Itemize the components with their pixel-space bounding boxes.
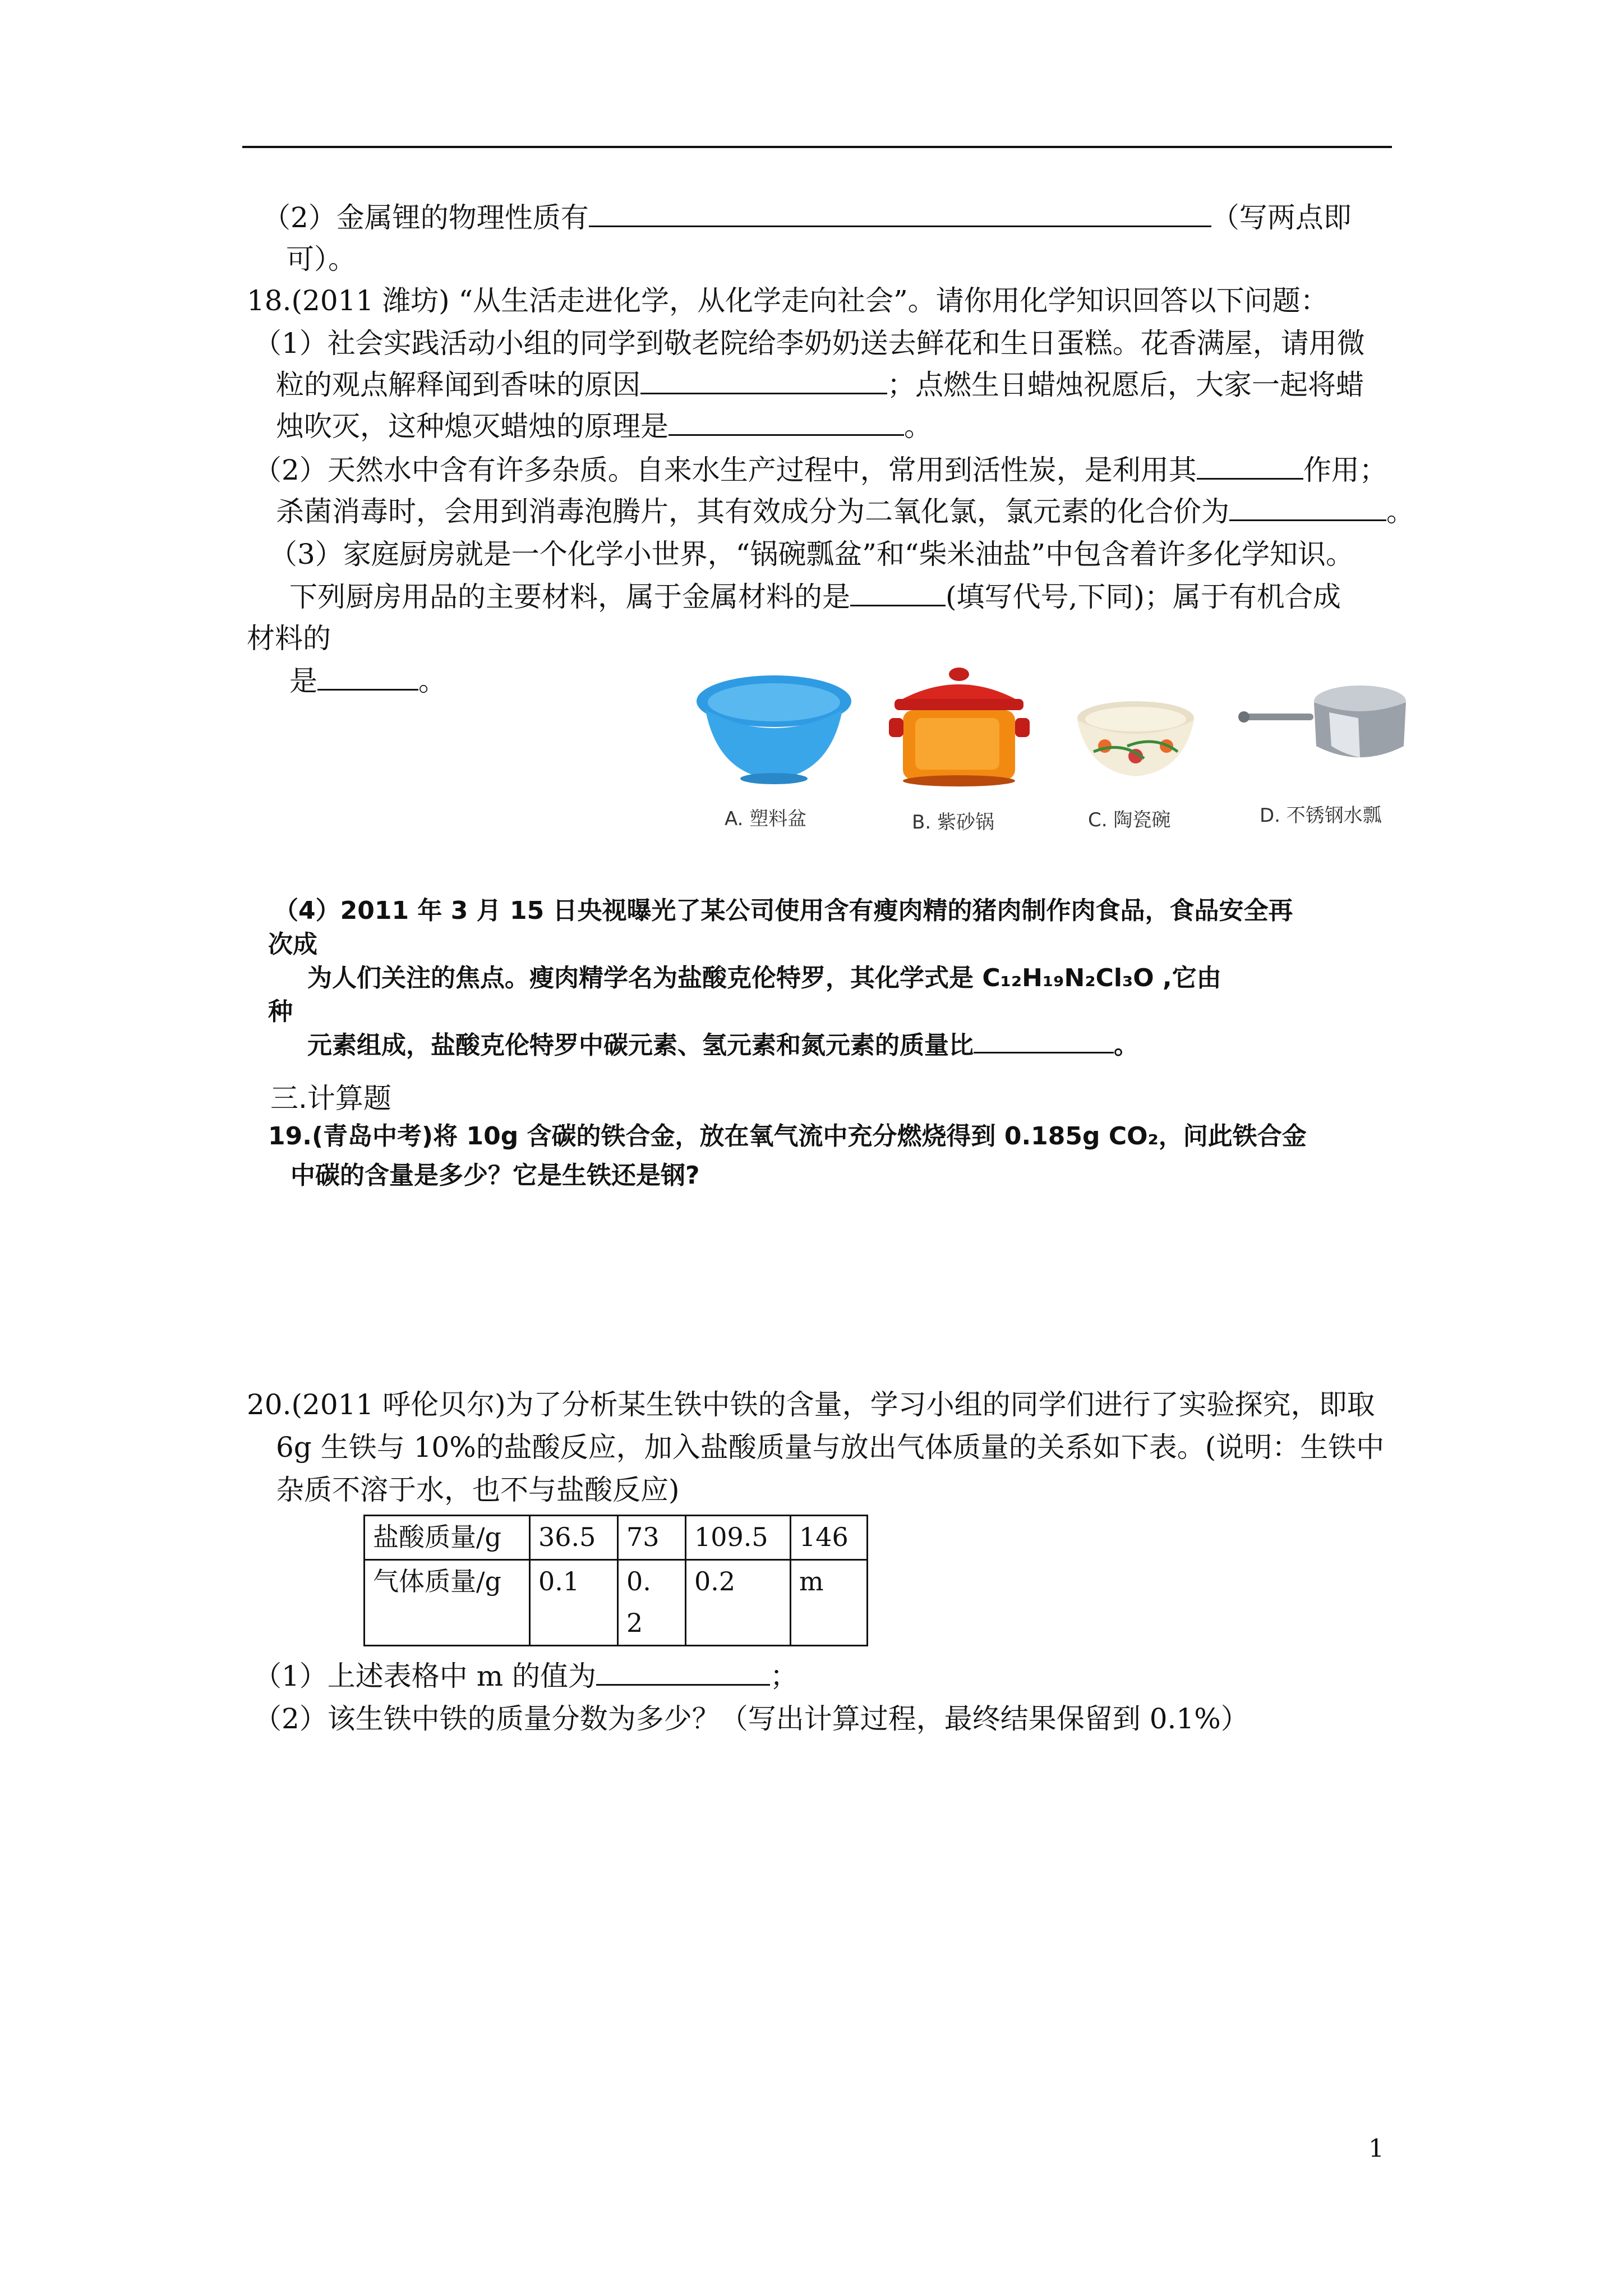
table-cell: 73 [618,1516,686,1560]
table-cell: m [791,1560,868,1646]
q18-3-line-a: （3）家庭厨房就是一个化学小世界，“锅碗瓢盆”和“柴米油盐”中包含着许多化学知识。 [269,538,1354,570]
table-cell: 0.2 [686,1560,791,1646]
answer-blank[interactable] [668,406,904,436]
q19-line-a: 19.(青岛中考)将 10g 含碳的铁合金，放在氧气流中充分燃烧得到 0.185g CO₂，问此铁合金 [268,1122,1307,1151]
data-table [363,1515,868,1646]
q18-3-line-b: 下列厨房用品的主要材料，属于金属材料的是 (填写代号,下同)；属于有机合成 [289,576,1341,618]
q18-1-line-c: 烛吹灭，这种熄灭蜡烛的原理是 。 [276,405,932,448]
table-cell: 36.5 [530,1516,618,1560]
table-cell: 0. 2 [618,1560,686,1646]
q18-3-line-c: 材料的 [247,622,331,655]
q18-2-line-a: （2）天然水中含有许多杂质。自来水生产过程中，常用到活性炭，是利用其 作用； [253,449,1387,491]
caption-b: B. 紫砂锅 [912,811,994,834]
section-title: 三.计算题 [270,1082,391,1115]
q20-2-line: （2）该生铁中铁的质量分数为多少？（写出计算过程，最终结果保留到 0.1%） [253,1703,1249,1735]
q18-4-line-a: （4）2011 年 3 月 15 日央视曝光了某公司使用含有瘦肉精的猪肉制作肉食品，食品安全再 [274,896,1293,925]
q18-1-line-a: （1）社会实践活动小组的同学到敬老院给李奶奶送去鲜花和生日蛋糕。花香满屋，请用微 [253,327,1365,360]
q18-heading: 18.(2011 潍坊) “从生活走进化学，从化学走向社会”。请你用化学知识回答以下问题： [247,284,1329,317]
table-cell: 0.1 [530,1560,618,1646]
table-cell: 109.5 [686,1516,791,1560]
q19-line-b: 中碳的含量是多少？它是生铁还是钢? [291,1161,700,1190]
table-row [365,1516,868,1560]
answer-blank[interactable] [317,661,418,691]
q17-2-wrap: 可）。 [286,243,356,275]
q20-line-a: 20.(2011 呼伦贝尔)为了分析某生铁中铁的含量，学习小组的同学们进行了实验探究，即取 [247,1388,1375,1421]
q18-1-line-b: 粒的观点解释闻到香味的原因 ；点燃生日蜡烛祝愿后，大家一起将蜡 [276,364,1364,406]
caption-d: D. 不锈钢水瓢 [1260,804,1382,827]
q18-4-line-d: 种 [268,997,293,1026]
q18-4-line-c: 为人们关注的焦点。瘦肉精学名为盐酸克伦特罗，其化学式是 C₁₂H₁₉N₂Cl₃O ,它由 [307,964,1221,992]
plastic-basin-image [697,675,851,784]
table-cell: 盐酸质量/g [365,1516,530,1560]
header-rule [242,146,1392,148]
answer-blank[interactable] [974,1028,1114,1053]
q18-2-line-b: 杀菌消毒时，会用到消毒泡腾片，其有效成分为二氧化氯，氯元素的化合价为 。 [276,490,1414,533]
q20-line-c: 杂质不溶于水，也不与盐酸反应) [276,1474,680,1506]
q20-1-line: （1）上述表格中 m 的值为 ； [253,1655,798,1697]
answer-blank[interactable] [589,197,1211,227]
answer-blank[interactable] [850,577,946,606]
answer-blank[interactable] [640,365,887,394]
answer-blank[interactable] [596,1656,770,1686]
page-number: 1 [1368,2134,1384,2163]
answer-blank[interactable] [1229,491,1386,521]
clay-pot-image [889,668,1030,786]
caption-a: A. 塑料盆 [725,808,807,830]
q17-2-line: （2）金属锂的物理性质有 （写两点即 [262,196,1352,239]
stainless-ladle-image [1238,685,1406,757]
chemical-formula: C₁₂H₁₉N₂Cl₃O [982,964,1154,992]
table-cell: 气体质量/g [365,1560,530,1646]
answer-blank[interactable] [1197,450,1303,480]
q18-3-line-d: 是 。 [289,660,446,702]
q18-4-line-e: 元素组成，盐酸克伦特罗中碳元素、氢元素和氮元素的质量比 。 [307,1024,1138,1067]
q18-4-line-b: 次成 [268,930,317,959]
table-row [365,1560,868,1646]
caption-c: C. 陶瓷碗 [1088,809,1171,831]
ceramic-bowl-image [1077,701,1194,776]
table-cell: 146 [791,1516,868,1560]
q20-line-b: 6g 生铁与 10%的盐酸反应，加入盐酸质量与放出气体质量的关系如下表。(说明：生铁中 [276,1431,1385,1464]
